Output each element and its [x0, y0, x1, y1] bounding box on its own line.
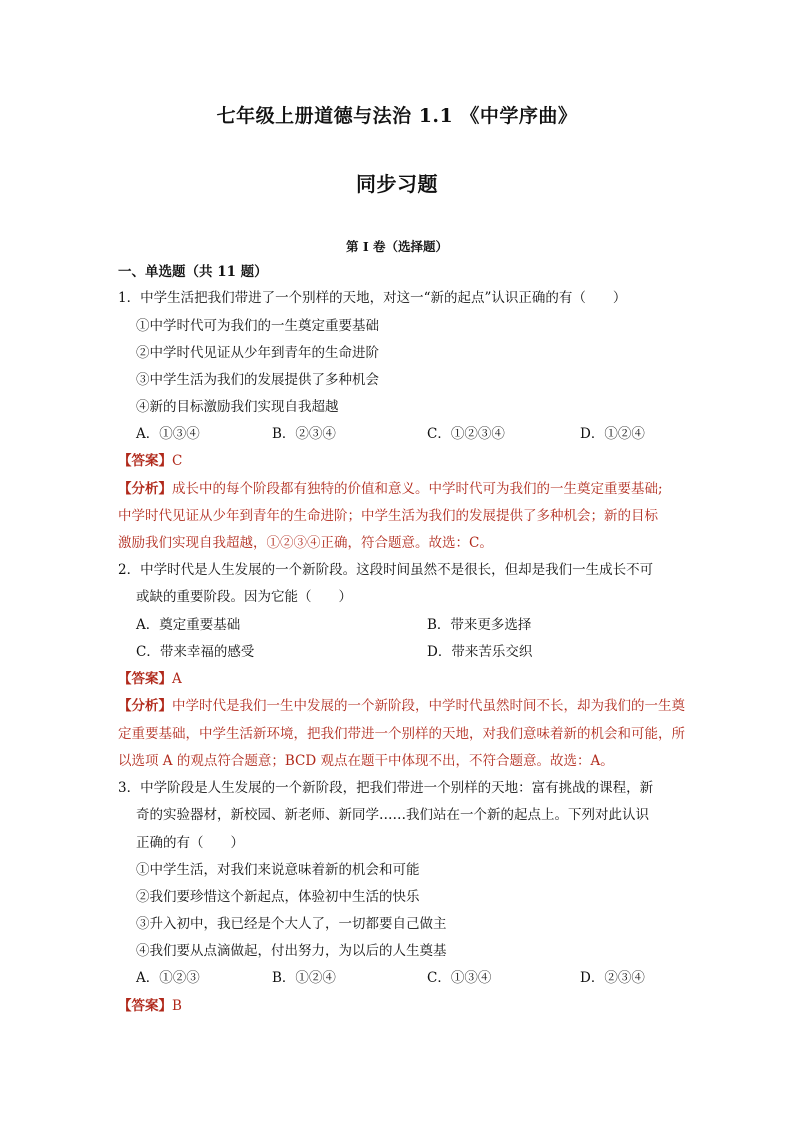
q3-option-d: D．②③④ — [580, 970, 645, 986]
q1-item-1: ①中学时代可为我们的一生奠定重要基础 — [136, 318, 379, 334]
q2-stem-line-1: 2．中学时代是人生发展的一个新阶段。这段时间虽然不是很长，但却是我们一生成长不可 — [118, 562, 654, 578]
q3-option-c: C．①③④ — [427, 970, 492, 986]
q2-analysis-line-1: 【分析】中学时代是我们一生中发展的一个新阶段，中学时代虽然时间不长，却为我们的一生奠 — [118, 698, 685, 714]
q1-answer-value: C — [172, 453, 183, 469]
q2-analysis-line-2: 定重要基础，中学生活新环境，把我们带进一个别样的天地，对我们意味着新的机会和可能，所 — [118, 726, 685, 742]
section-title: 第 I 卷（选择题） — [345, 239, 449, 254]
q3-answer-tag: 【答案】 — [118, 998, 172, 1014]
part-heading: 一、单选题（共 11 题） — [118, 264, 268, 280]
q1-option-c: C．①②③④ — [427, 426, 505, 442]
q2-answer — [118, 671, 182, 687]
q3-option-a: A．①②③ — [136, 970, 200, 986]
q1-stem: 1．中学生活把我们带进了一个别样的天地，对这一“新的起点”认识正确的有（ ） — [118, 290, 627, 306]
q3-answer — [118, 998, 182, 1014]
doc-title: 七年级上册道德与法治 1.1 《中学序曲》 — [216, 105, 578, 127]
q2-option-a: A．奠定重要基础 — [136, 617, 241, 633]
q3-item-4: ④我们要从点滴做起，付出努力，为以后的人生奠基 — [136, 943, 447, 959]
q2-option-b: B．带来更多选择 — [427, 617, 532, 633]
q1-answer-tag: 【答案】 — [118, 453, 172, 469]
q3-stem-line-2: 奇的实验器材，新校园、新老师、新同学……我们站在一个新的起点上。下列对此认识 — [136, 807, 649, 823]
q1-analysis-line-3: 激励我们实现自我超越，①②③④正确，符合题意。故选：C。 — [118, 535, 493, 551]
q1-option-a: A．①③④ — [136, 426, 200, 442]
q1-option-b: B．②③④ — [272, 426, 336, 442]
q3-stem-line-1: 3．中学阶段是人生发展的一个新阶段，把我们带进一个别样的天地：富有挑战的课程，新 — [118, 780, 654, 796]
q3-item-2: ②我们要珍惜这个新起点，体验初中生活的快乐 — [136, 889, 420, 905]
doc-subtitle: 同步习题 — [356, 172, 438, 196]
q3-item-3: ③升入初中，我已经是个大人了，一切都要自己做主 — [136, 916, 447, 932]
q1-answer — [118, 453, 182, 469]
q3-option-b: B．①②④ — [272, 970, 336, 986]
q2-option-c: C．带来幸福的感受 — [136, 644, 255, 660]
q3-item-1: ①中学生活，对我们来说意味着新的机会和可能 — [136, 862, 420, 878]
q3-answer-value: B — [172, 998, 182, 1014]
q2-answer-value: A — [172, 671, 182, 687]
q1-analysis-line-1: 【分析】成长中的每个阶段都有独特的价值和意义。中学时代可为我们的一生奠定重要基础; — [118, 481, 663, 497]
q2-analysis-tag: 【分析】 — [118, 698, 172, 714]
q1-option-d: D．①②④ — [580, 426, 645, 442]
q1-analysis-tag: 【分析】 — [118, 481, 172, 497]
q3-stem-line-3: 正确的有（ ） — [136, 835, 244, 851]
q2-analysis-line-3: 以选项 A 的观点符合题意；BCD 观点在题干中体现不出，不符合题意。故选：A。 — [118, 753, 614, 769]
q2-stem-line-2: 或缺的重要阶段。因为它能（ ） — [136, 589, 352, 605]
q2-option-d: D．带来苦乐交织 — [427, 644, 533, 660]
q1-item-4: ④新的目标激励我们实现自我超越 — [136, 399, 339, 415]
q2-answer-tag: 【答案】 — [118, 671, 172, 687]
q1-item-2: ②中学时代见证从少年到青年的生命进阶 — [136, 345, 379, 361]
q1-analysis-line-2: 中学时代见证从少年到青年的生命进阶；中学生活为我们的发展提供了多种机会；新的目标 — [118, 508, 658, 524]
q1-item-3: ③中学生活为我们的发展提供了多种机会 — [136, 372, 379, 388]
